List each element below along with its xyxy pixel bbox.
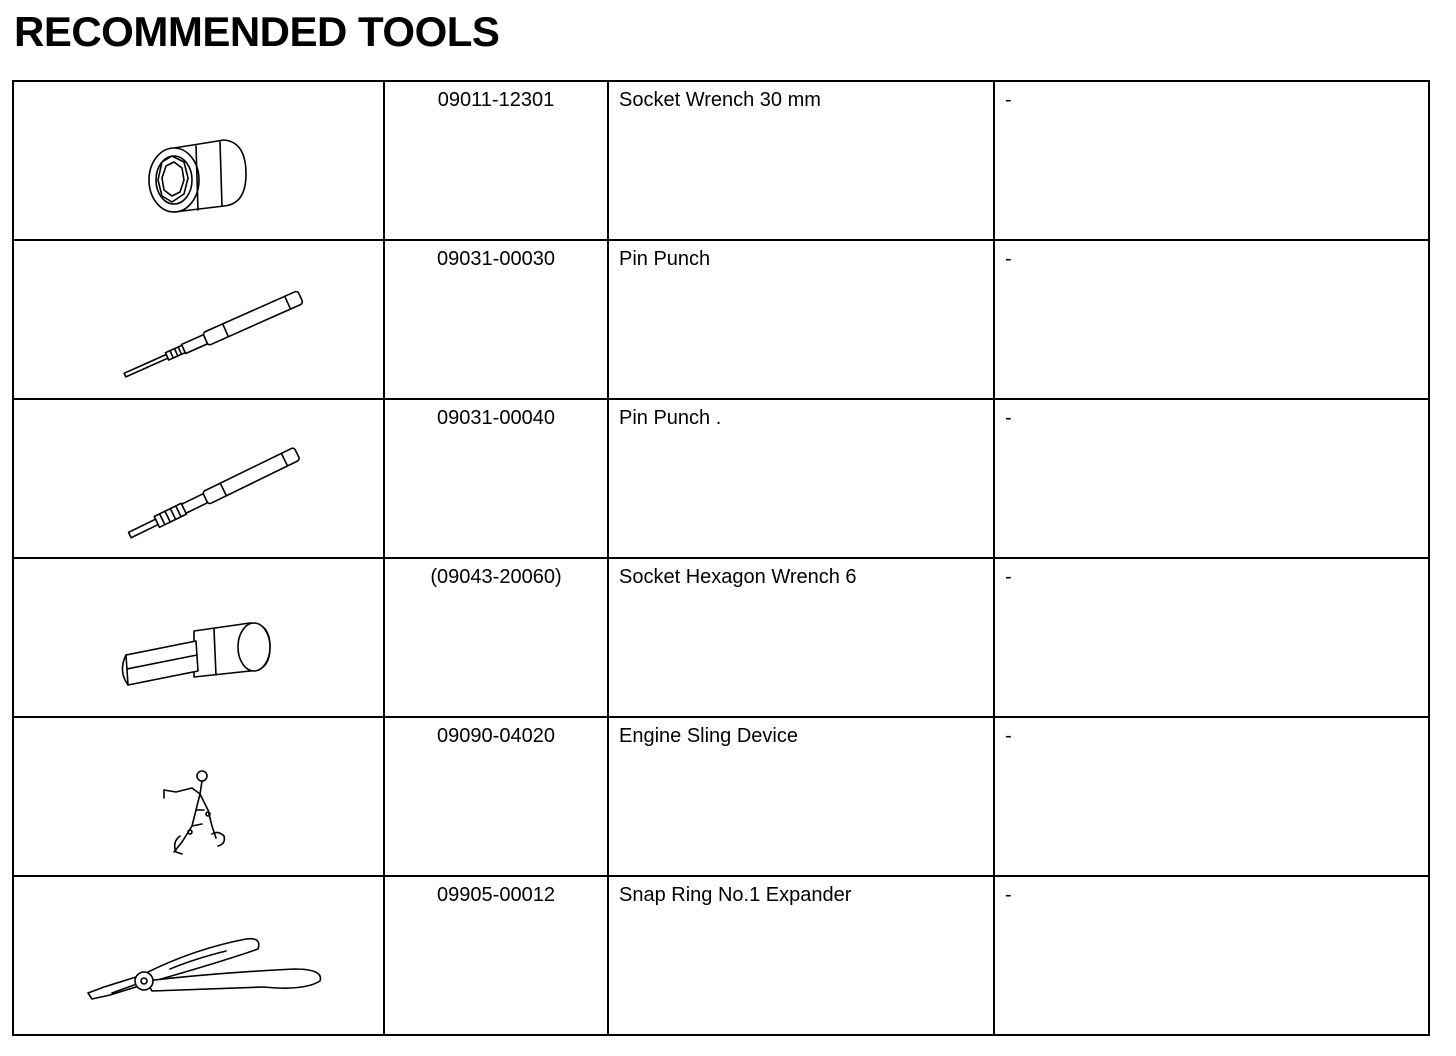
part-number: 09905-00012 [437, 884, 555, 906]
socket-hexagon-wrench-icon [14, 559, 383, 716]
tool-note: - [1005, 248, 1012, 270]
part-number: 09090-04020 [437, 725, 555, 747]
table-row [13, 717, 1429, 876]
tool-name: Pin Punch [619, 248, 711, 270]
tools-table [12, 80, 1430, 1036]
tool-name: Pin Punch . [619, 407, 722, 429]
part-number: 09011-12301 [437, 89, 555, 111]
part-number: 09031-00040 [437, 407, 555, 429]
tool-name: Engine Sling Device [619, 725, 798, 747]
tool-illustration-cell [13, 876, 384, 1035]
tool-note: - [1005, 884, 1012, 906]
tool-name: Socket Hexagon Wrench 6 [619, 566, 857, 588]
pin-punch-icon [14, 400, 383, 557]
table-row [13, 399, 1429, 558]
tool-name: Socket Wrench 30 mm [619, 89, 821, 111]
tool-note: - [1005, 725, 1012, 747]
pin-punch-icon [14, 241, 383, 398]
tool-note: - [1005, 407, 1012, 429]
part-number: 09031-00030 [437, 248, 555, 270]
snap-ring-expander-icon [14, 877, 383, 1034]
table-row [13, 81, 1429, 240]
table-row [13, 558, 1429, 717]
engine-sling-icon [14, 718, 383, 875]
table-row [13, 240, 1429, 399]
tool-illustration-cell [13, 399, 384, 558]
tool-illustration-cell [13, 558, 384, 717]
page-title: RECOMMENDED TOOLS [14, 8, 500, 55]
tool-note: - [1005, 89, 1012, 111]
table-row [13, 876, 1429, 1035]
tool-note: - [1005, 566, 1012, 588]
socket-wrench-icon [14, 82, 383, 239]
part-number: (09043-20060) [430, 566, 562, 588]
tool-illustration-cell [13, 240, 384, 399]
tool-illustration-cell [13, 81, 384, 240]
tool-name: Snap Ring No.1 Expander [619, 884, 852, 906]
tool-illustration-cell [13, 717, 384, 876]
